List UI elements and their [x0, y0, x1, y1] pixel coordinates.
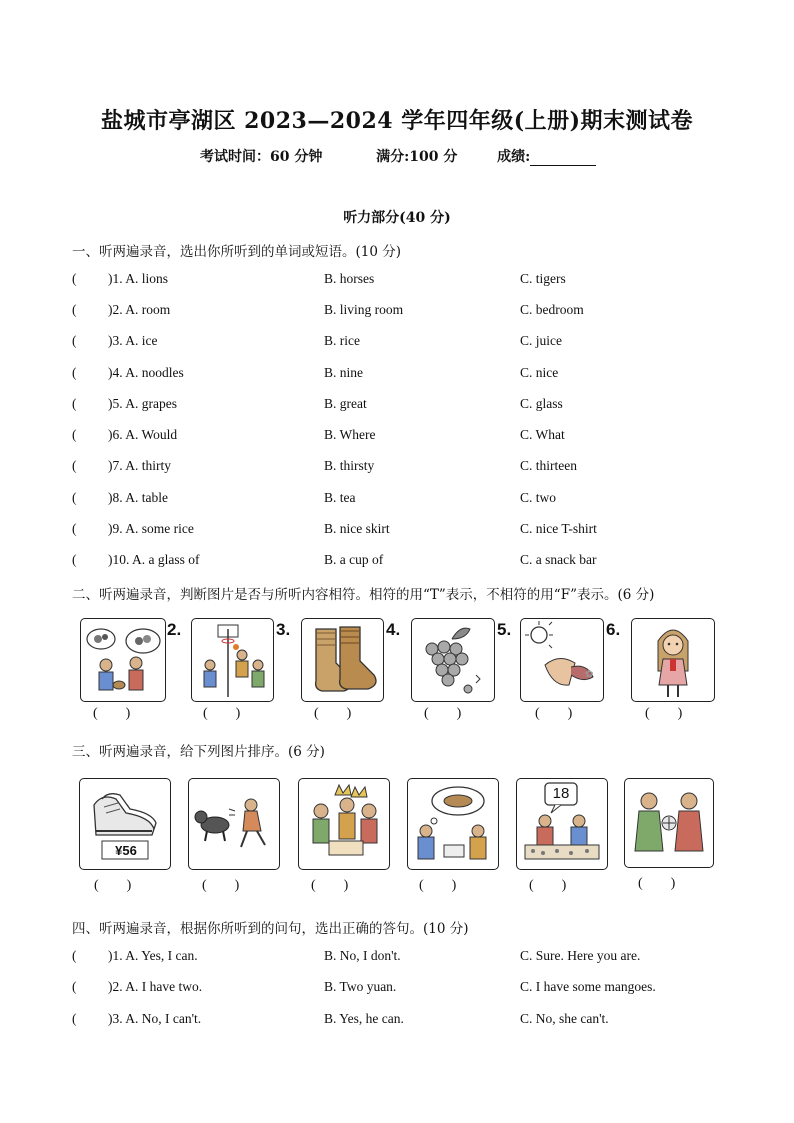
part-title: 听力部分(40 分) — [343, 210, 451, 226]
option-b: B. a cup of — [324, 552, 384, 567]
option-b: B. great — [324, 396, 367, 411]
answer-paren[interactable]: ( — [72, 458, 77, 473]
question-row — [72, 490, 752, 510]
question-row — [72, 365, 752, 385]
option-c: C. nice T-shirt — [520, 521, 597, 536]
section2-heading: 二、听两遍录音，判断图片是否与所听内容相符。相符的用“T”表示，不相符的用“F”表示。(6 分) — [72, 587, 655, 603]
option-c: C. two — [520, 490, 557, 505]
exam-title: 盐城市亭湖区 2023—2024 学年四年级(上册)期末测试卷 — [100, 108, 694, 134]
option-a: )2. A. I have two. — [108, 979, 203, 994]
answer-paren[interactable]: ( — [72, 302, 77, 317]
answer-paren[interactable]: ( — [72, 521, 77, 536]
answer-paren[interactable]: ( — [72, 979, 77, 994]
time-label: 考试时间：60 分钟 — [200, 149, 323, 165]
option-a: )3. A. ice — [108, 333, 158, 348]
answer-paren[interactable]: ( — [72, 271, 77, 286]
question-row — [72, 333, 752, 353]
picture-number: 4. — [386, 620, 401, 639]
question-row — [72, 396, 752, 416]
picture-grapes — [411, 618, 495, 702]
picture-kids-talking-animals — [80, 618, 166, 702]
option-c: C. Sure. Here you are. — [520, 948, 641, 963]
answer-paren[interactable]: ( — [72, 427, 77, 442]
option-b: B. nice skirt — [324, 521, 390, 536]
picture-dog-chasing-boy — [188, 778, 280, 870]
section1-heading: 一、听两遍录音，选出你所听到的单词或短语。(10 分) — [72, 244, 402, 260]
option-a: )8. A. table — [108, 490, 168, 505]
answer-blank[interactable]: ( ) — [419, 878, 457, 893]
question-row — [72, 979, 752, 999]
answer-blank[interactable]: ( ) — [424, 706, 462, 721]
price-tag: ¥56 — [115, 843, 137, 858]
svg-text:✿: ✿ — [585, 669, 594, 680]
answer-blank[interactable]: ( ) — [645, 706, 683, 721]
option-a: )10. A. a glass of — [108, 552, 200, 567]
picture-socks — [301, 618, 384, 702]
answer-blank[interactable]: ( ) — [202, 878, 240, 893]
option-c: C. thirteen — [520, 458, 577, 473]
option-a: )7. A. thirty — [108, 458, 171, 473]
answer-blank[interactable]: ( ) — [529, 878, 567, 893]
picture-hot-weather — [520, 618, 604, 702]
answer-blank[interactable]: ( ) — [314, 706, 352, 721]
picture-number: 3. — [276, 620, 291, 639]
answer-paren[interactable]: ( — [72, 396, 77, 411]
picture-boys-with-ball — [624, 778, 714, 868]
answer-blank[interactable]: ( ) — [311, 878, 349, 893]
question-row — [72, 271, 752, 291]
answer-blank[interactable]: ( ) — [203, 706, 241, 721]
option-c: C. What — [520, 427, 565, 442]
section4-heading: 四、听两遍录音，根据你所听到的问句，选出正确的答句。(10 分) — [72, 921, 469, 937]
option-c: C. I have some mangoes. — [520, 979, 656, 994]
answer-paren[interactable]: ( — [72, 333, 77, 348]
question-row — [72, 1011, 752, 1031]
picture-number: 6. — [606, 620, 621, 639]
option-c: C. No, she can't. — [520, 1011, 609, 1026]
option-b: B. Two yuan. — [324, 979, 397, 994]
option-a: )1. A. Yes, I can. — [108, 948, 198, 963]
answer-paren[interactable]: ( — [72, 1011, 77, 1026]
option-b: B. living room — [324, 302, 404, 317]
grade-blank[interactable] — [530, 151, 596, 166]
question-row — [72, 521, 752, 541]
picture-number: 2. — [167, 620, 182, 639]
option-a: )4. A. noodles — [108, 365, 184, 380]
option-b: B. Where — [324, 427, 376, 442]
exam-meta — [200, 146, 596, 166]
picture-girl — [631, 618, 715, 702]
grade-label: 成绩: — [497, 149, 531, 165]
option-a: )1. A. lions — [108, 271, 169, 286]
answer-paren[interactable]: ( — [72, 948, 77, 963]
bubble-number: 18 — [552, 785, 570, 802]
option-a: )5. A. grapes — [108, 396, 177, 411]
answer-blank[interactable]: ( ) — [638, 876, 676, 891]
question-row — [72, 427, 752, 447]
option-b: B. nine — [324, 365, 363, 380]
option-c: C. juice — [520, 333, 562, 348]
answer-blank[interactable]: ( ) — [93, 706, 131, 721]
option-a: )6. A. Would — [108, 427, 178, 442]
picture-number: 5. — [497, 620, 512, 639]
option-a: )2. A. room — [108, 302, 171, 317]
option-b: B. rice — [324, 333, 360, 348]
option-a: )9. A. some rice — [108, 521, 194, 536]
option-b: B. tea — [324, 490, 356, 505]
picture-basketball — [191, 618, 274, 702]
option-c: C. a snack bar — [520, 552, 597, 567]
question-row — [72, 552, 752, 572]
option-b: B. thirsty — [324, 458, 375, 473]
answer-blank[interactable]: ( ) — [535, 706, 573, 721]
answer-paren[interactable]: ( — [72, 365, 77, 380]
option-c: C. nice — [520, 365, 559, 380]
question-row — [72, 302, 752, 322]
answer-paren[interactable]: ( — [72, 490, 77, 505]
picture-shoes-price — [79, 778, 171, 870]
picture-birthday-party — [298, 778, 390, 870]
option-c: C. tigers — [520, 271, 566, 286]
answer-blank[interactable]: ( ) — [94, 878, 132, 893]
section3-heading: 三、听两遍录音，给下列图片排序。(6 分) — [72, 744, 325, 760]
option-b: B. No, I don't. — [324, 948, 401, 963]
option-a: )3. A. No, I can't. — [108, 1011, 202, 1026]
answer-paren[interactable]: ( — [72, 552, 77, 567]
question-row — [72, 948, 752, 968]
score-label: 满分:100 分 — [376, 149, 458, 165]
picture-counting-eighteen — [516, 778, 608, 870]
question-row — [72, 458, 752, 478]
option-c: C. glass — [520, 396, 563, 411]
option-b: B. Yes, he can. — [324, 1011, 404, 1026]
option-c: C. bedroom — [520, 302, 584, 317]
option-b: B. horses — [324, 271, 375, 286]
picture-food-thought — [407, 778, 499, 870]
